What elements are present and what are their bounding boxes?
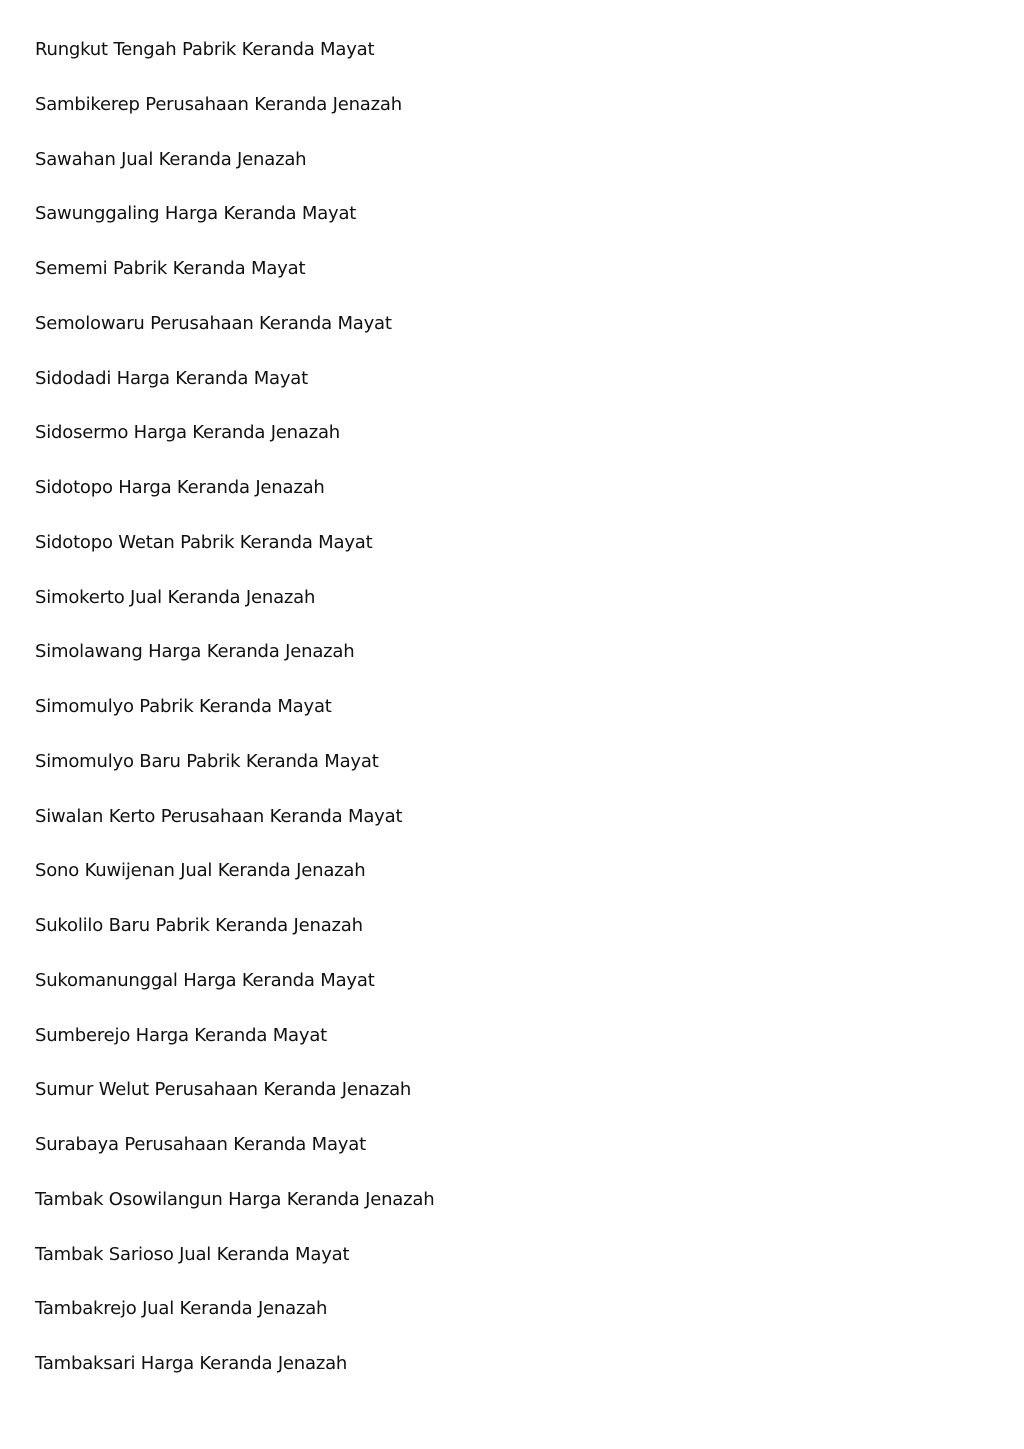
list-item: Sidosermo Harga Keranda Jenazah	[35, 422, 341, 444]
entry-list	[35, 36, 434, 1405]
list-item: Simomulyo Baru Pabrik Keranda Mayat	[35, 750, 379, 772]
list-item: Sawunggaling Harga Keranda Mayat	[35, 203, 357, 225]
list-item: Surabaya Perusahaan Keranda Mayat	[35, 1134, 366, 1155]
list-item: Sukomanunggal Harga Keranda Mayat	[35, 969, 375, 991]
list-item: Rungkut Tengah Pabrik Keranda Mayat	[35, 39, 375, 60]
list-item: Tambakrejo Jual Keranda Jenazah	[35, 1298, 328, 1320]
list-item: Simokerto Jual Keranda Jenazah	[35, 586, 316, 608]
list-item: Semolowaru Perusahaan Keranda Mayat	[35, 312, 392, 334]
list-item: Sumberejo Harga Keranda Mayat	[35, 1024, 328, 1046]
list-item: Sidotopo Wetan Pabrik Keranda Mayat	[35, 531, 373, 553]
list-item: Tambak Osowilangun Harga Keranda Jenazah	[35, 1188, 435, 1210]
list-item: Sukolilo Baru Pabrik Keranda Jenazah	[35, 915, 363, 936]
list-item: Sumur Welut Perusahaan Keranda Jenazah	[35, 1079, 412, 1101]
list-item: Sidodadi Harga Keranda Mayat	[35, 367, 308, 389]
list-item: Tambaksari Harga Keranda Jenazah	[35, 1353, 348, 1374]
list-item: Sawahan Jual Keranda Jenazah	[35, 148, 307, 170]
list-item: Sambikerep Perusahaan Keranda Jenazah	[35, 93, 402, 115]
list-item: Sidotopo Harga Keranda Jenazah	[35, 477, 325, 498]
list-item: Sono Kuwijenan Jual Keranda Jenazah	[35, 860, 366, 882]
list-item: Sememi Pabrik Keranda Mayat	[35, 258, 306, 279]
list-item: Siwalan Kerto Perusahaan Keranda Mayat	[35, 805, 403, 827]
list-item: Simomulyo Pabrik Keranda Mayat	[35, 696, 332, 717]
list-item: Simolawang Harga Keranda Jenazah	[35, 641, 355, 663]
list-item: Tambak Sarioso Jual Keranda Mayat	[35, 1243, 350, 1265]
